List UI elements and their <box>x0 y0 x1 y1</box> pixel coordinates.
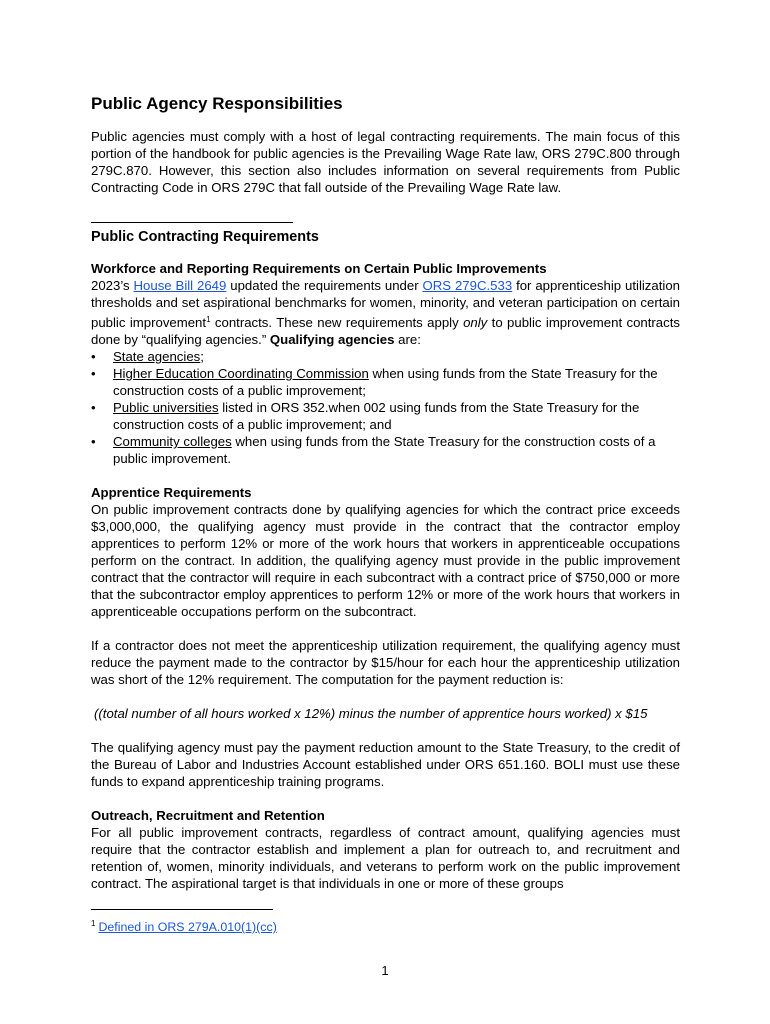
apprentice-paragraph-1: On public improvement contracts done by qualifying agencies for which the contract price exceeds $3,000,000, the qualifying agency must provide in the contract that the contractor employ apprentices to perform 12% or more of the work hours that workers in apprenticeable occupations perform on the contract. In addition, the qualifying agency must provide in the public improvement contract that the contractor will require in each subcontract with a contract price of $750,000 or more that the subcontractor employ apprentices to perform 12% or more of the work hours that workers in apprenticeable occupations perform on the subcontract. <box>91 502 680 619</box>
list-item <box>91 348 680 365</box>
workforce-paragraph <box>91 277 680 348</box>
footnote-divider <box>91 909 273 910</box>
section-heading: Public Contracting Requirements <box>91 229 319 245</box>
text-run: for apprenticeship utilization thresholds and set aspirational benchmarks for women, minority, and veteran participation on certain public improvement <box>91 278 680 330</box>
text-run: are: <box>394 332 421 347</box>
qualifying-agencies-list <box>91 348 680 467</box>
apprentice-heading: Apprentice Requirements <box>91 485 252 500</box>
list-item-text: when using funds from the State Treasury for the construction costs of a public improvement. <box>113 434 656 466</box>
spacer <box>91 467 680 484</box>
text-run: updated the requirements under <box>226 278 423 293</box>
ors-279c533-link[interactable]: ORS 279C.533 <box>422 278 513 293</box>
list-item-term[interactable]: Higher Education Coordinating Commission <box>113 366 369 381</box>
list-item-text: when using funds from the State Treasury for the construction costs of a public improvement; <box>113 366 658 398</box>
text-run: contracts. These new requirements apply <box>210 315 464 330</box>
list-item-text: ; <box>200 349 204 364</box>
bullet-icon: • <box>91 349 96 364</box>
list-item <box>91 399 680 433</box>
spacer <box>91 722 680 739</box>
bullet-icon: • <box>91 400 96 415</box>
list-item <box>91 433 680 467</box>
list-item-term[interactable]: Public universities <box>113 400 219 415</box>
list-item <box>91 365 680 399</box>
apprentice-paragraph-2: If a contractor does not meet the apprenticeship utilization requirement, the qualifying agency must reduce the payment made to the contractor by $15/hour for each hour the apprenticeship utilization was short of the 12% requirement. The computation for the payment reduction is: <box>91 638 680 687</box>
page-content <box>91 94 680 892</box>
bullet-icon: • <box>91 434 96 449</box>
spacer <box>91 688 680 705</box>
emphasis-only: only <box>463 315 488 330</box>
text-run: to public improvement contracts done by “qualifying agencies.” <box>91 315 680 347</box>
text-run: 2023’s <box>91 278 134 293</box>
list-item-term[interactable]: Community colleges <box>113 434 232 449</box>
outreach-heading: Outreach, Recruitment and Retention <box>91 808 325 823</box>
page-title: Public Agency Responsibilities <box>91 94 343 113</box>
apprentice-paragraph-3: The qualifying agency must pay the payment reduction amount to the State Treasury, to the credit of the Bureau of Labor and Industries Account established under ORS 651.160. BOLI must use these funds to expand apprenticeship training programs. <box>91 740 680 789</box>
section-divider <box>91 222 293 223</box>
footnote-mark: 1 <box>91 919 96 928</box>
footnote <box>91 916 277 935</box>
outreach-paragraph: For all public improvement contracts, regardless of contract amount, qualifying agencies must require that the contractor establish and implement a plan for outreach to, and recruitment and retention of, women, minority individuals, and veterans to perform work on the public improvement contract. The aspirational target is that individuals in one or more of these groups <box>91 825 680 891</box>
qualifying-agencies-term: Qualifying agencies <box>269 332 395 347</box>
footnote-reference[interactable]: 1 <box>206 315 211 324</box>
list-item-term[interactable]: State agencies <box>113 349 201 364</box>
footnote-link[interactable]: Defined in ORS 279A.010(1)(cc) <box>98 920 277 934</box>
page-number: 1 <box>381 963 389 978</box>
spacer <box>91 790 680 807</box>
workforce-heading: Workforce and Reporting Requirements on Certain Public Improvements <box>91 261 547 276</box>
list-item-text: listed in ORS 352.when 002 using funds from the State Treasury for the construction costs of a public improvement; and <box>113 400 640 432</box>
intro-paragraph: Public agencies must comply with a host of legal contracting requirements. The main focus of this portion of the handbook for public agencies is the Prevailing Wage Rate law, ORS 279C.800 through 279C.870. However, this section also includes information on several requirements from Public Contracting Code in ORS 279C that fall outside of the Prevailing Wage Rate law. <box>91 129 680 195</box>
spacer <box>91 620 680 637</box>
payment-reduction-formula: ((total number of all hours worked x 12%) minus the number of apprentice hours worked) x $15 <box>94 706 648 721</box>
bullet-icon: • <box>91 366 96 381</box>
house-bill-link[interactable]: House Bill 2649 <box>133 278 227 293</box>
